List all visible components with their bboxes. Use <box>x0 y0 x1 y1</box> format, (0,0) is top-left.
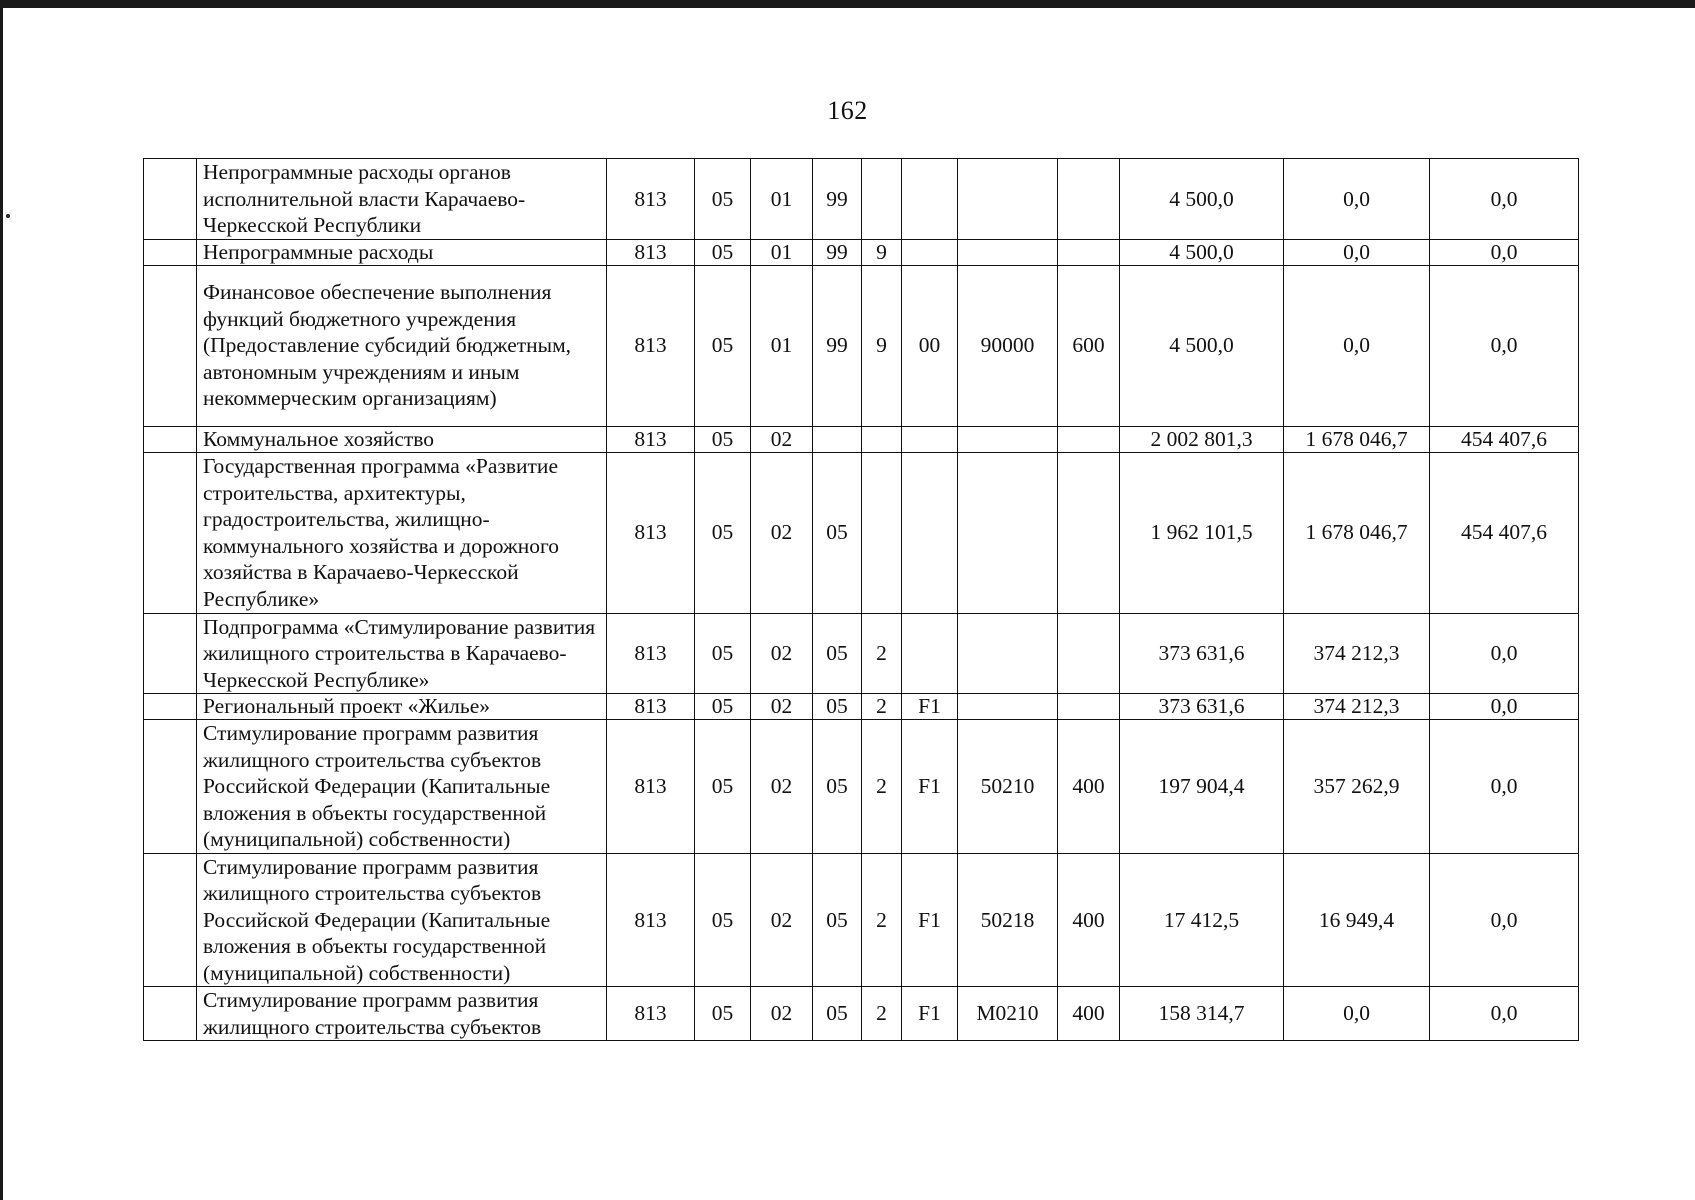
direction-code-cell: 50210 <box>958 720 1058 854</box>
subprogram-code-cell: 2 <box>862 613 902 694</box>
subsection-code-cell: 01 <box>751 265 813 426</box>
section-code-cell: 05 <box>695 987 751 1041</box>
expense-type-cell <box>1058 426 1120 452</box>
program-code-cell: 99 <box>813 239 862 265</box>
scan-top-border <box>0 0 1695 8</box>
scan-speck <box>6 214 10 218</box>
subprogram-code-cell <box>862 159 902 240</box>
amount-year1-cell: 17 412,5 <box>1120 853 1284 987</box>
budget-table <box>143 158 1579 1041</box>
amount-year1-cell: 4 500,0 <box>1120 239 1284 265</box>
subprogram-code-cell: 2 <box>862 720 902 854</box>
subsection-code-cell: 02 <box>751 720 813 854</box>
project-code-cell: F1 <box>902 853 958 987</box>
amount-year3-cell: 0,0 <box>1430 694 1579 720</box>
project-code-cell <box>902 426 958 452</box>
section-code-cell: 05 <box>695 265 751 426</box>
amount-year1-cell: 158 314,7 <box>1120 987 1284 1041</box>
table-row <box>144 694 1579 720</box>
project-code-cell <box>902 613 958 694</box>
amount-year2-cell: 374 212,3 <box>1284 694 1430 720</box>
row-number-cell <box>144 853 197 987</box>
row-number-cell <box>144 987 197 1041</box>
amount-year2-cell: 1 678 046,7 <box>1284 426 1430 452</box>
page-number: 162 <box>827 96 868 125</box>
program-code-cell: 99 <box>813 159 862 240</box>
amount-year2-cell: 0,0 <box>1284 159 1430 240</box>
amount-year3-cell: 454 407,6 <box>1430 452 1579 613</box>
row-number-cell <box>144 720 197 854</box>
amount-year2-cell: 0,0 <box>1284 987 1430 1041</box>
amount-year2-cell: 357 262,9 <box>1284 720 1430 854</box>
project-code-cell: F1 <box>902 720 958 854</box>
ministry-code-cell: 813 <box>607 239 695 265</box>
direction-code-cell <box>958 239 1058 265</box>
table-row <box>144 720 1579 854</box>
row-name-cell: Непрограммные расходы <box>197 239 607 265</box>
direction-code-cell: 90000 <box>958 265 1058 426</box>
amount-year2-cell: 0,0 <box>1284 265 1430 426</box>
amount-year1-cell: 197 904,4 <box>1120 720 1284 854</box>
amount-year3-cell: 0,0 <box>1430 987 1579 1041</box>
row-name-cell: Подпрограмма «Стимулирование развития жилищного строительства в Карачаево-Черкесской Республике» <box>197 613 607 694</box>
row-number-cell <box>144 426 197 452</box>
direction-code-cell <box>958 452 1058 613</box>
program-code-cell: 05 <box>813 987 862 1041</box>
subprogram-code-cell <box>862 426 902 452</box>
row-name-cell: Финансовое обеспечение выполнения функций бюджетного учреждения (Предоставление субсидий бюджетным, автономным учреждениям и иным некоммерческим организациям) <box>197 265 607 426</box>
row-number-cell <box>144 694 197 720</box>
row-number-cell <box>144 452 197 613</box>
direction-code-cell: 50218 <box>958 853 1058 987</box>
expense-type-cell <box>1058 159 1120 240</box>
amount-year3-cell: 0,0 <box>1430 239 1579 265</box>
expense-type-cell: 400 <box>1058 987 1120 1041</box>
direction-code-cell: M0210 <box>958 987 1058 1041</box>
budget-table-body <box>144 159 1579 1041</box>
expense-type-cell <box>1058 452 1120 613</box>
table-row <box>144 426 1579 452</box>
amount-year2-cell: 1 678 046,7 <box>1284 452 1430 613</box>
program-code-cell: 99 <box>813 265 862 426</box>
ministry-code-cell: 813 <box>607 159 695 240</box>
ministry-code-cell: 813 <box>607 853 695 987</box>
amount-year3-cell: 0,0 <box>1430 265 1579 426</box>
row-name-cell: Региональный проект «Жилье» <box>197 694 607 720</box>
project-code-cell: F1 <box>902 694 958 720</box>
expense-type-cell: 400 <box>1058 853 1120 987</box>
row-name-cell: Коммунальное хозяйство <box>197 426 607 452</box>
amount-year2-cell: 16 949,4 <box>1284 853 1430 987</box>
subprogram-code-cell: 2 <box>862 987 902 1041</box>
table-row <box>144 265 1579 426</box>
amount-year3-cell: 0,0 <box>1430 720 1579 854</box>
amount-year3-cell: 0,0 <box>1430 613 1579 694</box>
row-number-cell <box>144 159 197 240</box>
ministry-code-cell: 813 <box>607 452 695 613</box>
amount-year3-cell: 0,0 <box>1430 853 1579 987</box>
ministry-code-cell: 813 <box>607 720 695 854</box>
program-code-cell: 05 <box>813 853 862 987</box>
amount-year1-cell: 1 962 101,5 <box>1120 452 1284 613</box>
ministry-code-cell: 813 <box>607 265 695 426</box>
expense-type-cell <box>1058 694 1120 720</box>
row-name-cell: Стимулирование программ развития жилищного строительства субъектов Российской Федерации (Капитальные вложения в объекты государственной (муниципальной) собственности) <box>197 853 607 987</box>
row-number-cell <box>144 265 197 426</box>
project-code-cell <box>902 159 958 240</box>
subprogram-code-cell <box>862 452 902 613</box>
amount-year2-cell: 0,0 <box>1284 239 1430 265</box>
row-number-cell <box>144 239 197 265</box>
subprogram-code-cell: 9 <box>862 239 902 265</box>
table-row <box>144 613 1579 694</box>
program-code-cell: 05 <box>813 720 862 854</box>
row-number-cell <box>144 613 197 694</box>
amount-year3-cell: 454 407,6 <box>1430 426 1579 452</box>
row-name-cell: Непрограммные расходы органов исполнительной власти Карачаево-Черкесской Республики <box>197 159 607 240</box>
expense-type-cell <box>1058 239 1120 265</box>
amount-year1-cell: 4 500,0 <box>1120 265 1284 426</box>
row-name-cell: Стимулирование программ развития жилищного строительства субъектов Российской Федерации (Капитальные вложения в объекты государственной (муниципальной) собственности) <box>197 720 607 854</box>
subsection-code-cell: 01 <box>751 159 813 240</box>
project-code-cell: F1 <box>902 987 958 1041</box>
table-row <box>144 853 1579 987</box>
subsection-code-cell: 02 <box>751 853 813 987</box>
amount-year1-cell: 2 002 801,3 <box>1120 426 1284 452</box>
section-code-cell: 05 <box>695 426 751 452</box>
program-code-cell: 05 <box>813 694 862 720</box>
section-code-cell: 05 <box>695 720 751 854</box>
section-code-cell: 05 <box>695 613 751 694</box>
row-name-cell: Стимулирование программ развития жилищного строительства субъектов <box>197 987 607 1041</box>
table-row <box>144 159 1579 240</box>
direction-code-cell <box>958 694 1058 720</box>
direction-code-cell <box>958 613 1058 694</box>
section-code-cell: 05 <box>695 452 751 613</box>
amount-year1-cell: 373 631,6 <box>1120 694 1284 720</box>
ministry-code-cell: 813 <box>607 987 695 1041</box>
program-code-cell: 05 <box>813 452 862 613</box>
direction-code-cell <box>958 426 1058 452</box>
section-code-cell: 05 <box>695 853 751 987</box>
expense-type-cell <box>1058 613 1120 694</box>
amount-year1-cell: 4 500,0 <box>1120 159 1284 240</box>
ministry-code-cell: 813 <box>607 694 695 720</box>
section-code-cell: 05 <box>695 694 751 720</box>
table-row <box>144 987 1579 1041</box>
project-code-cell <box>902 452 958 613</box>
subprogram-code-cell: 2 <box>862 853 902 987</box>
project-code-cell: 00 <box>902 265 958 426</box>
subsection-code-cell: 02 <box>751 613 813 694</box>
section-code-cell: 05 <box>695 239 751 265</box>
expense-type-cell: 600 <box>1058 265 1120 426</box>
amount-year2-cell: 374 212,3 <box>1284 613 1430 694</box>
subsection-code-cell: 02 <box>751 694 813 720</box>
subsection-code-cell: 02 <box>751 426 813 452</box>
subsection-code-cell: 02 <box>751 987 813 1041</box>
section-code-cell: 05 <box>695 159 751 240</box>
amount-year3-cell: 0,0 <box>1430 159 1579 240</box>
scan-left-border <box>0 0 3 1200</box>
program-code-cell: 05 <box>813 613 862 694</box>
amount-year1-cell: 373 631,6 <box>1120 613 1284 694</box>
table-row <box>144 239 1579 265</box>
subprogram-code-cell: 9 <box>862 265 902 426</box>
subprogram-code-cell: 2 <box>862 694 902 720</box>
subsection-code-cell: 01 <box>751 239 813 265</box>
direction-code-cell <box>958 159 1058 240</box>
ministry-code-cell: 813 <box>607 613 695 694</box>
subsection-code-cell: 02 <box>751 452 813 613</box>
ministry-code-cell: 813 <box>607 426 695 452</box>
row-name-cell: Государственная программа «Развитие строительства, архитектуры, градостроительства, жилищно-коммунального хозяйства и дорожного хозяйства в Карачаево-Черкесской Республике» <box>197 452 607 613</box>
table-row <box>144 452 1579 613</box>
project-code-cell <box>902 239 958 265</box>
expense-type-cell: 400 <box>1058 720 1120 854</box>
program-code-cell <box>813 426 862 452</box>
